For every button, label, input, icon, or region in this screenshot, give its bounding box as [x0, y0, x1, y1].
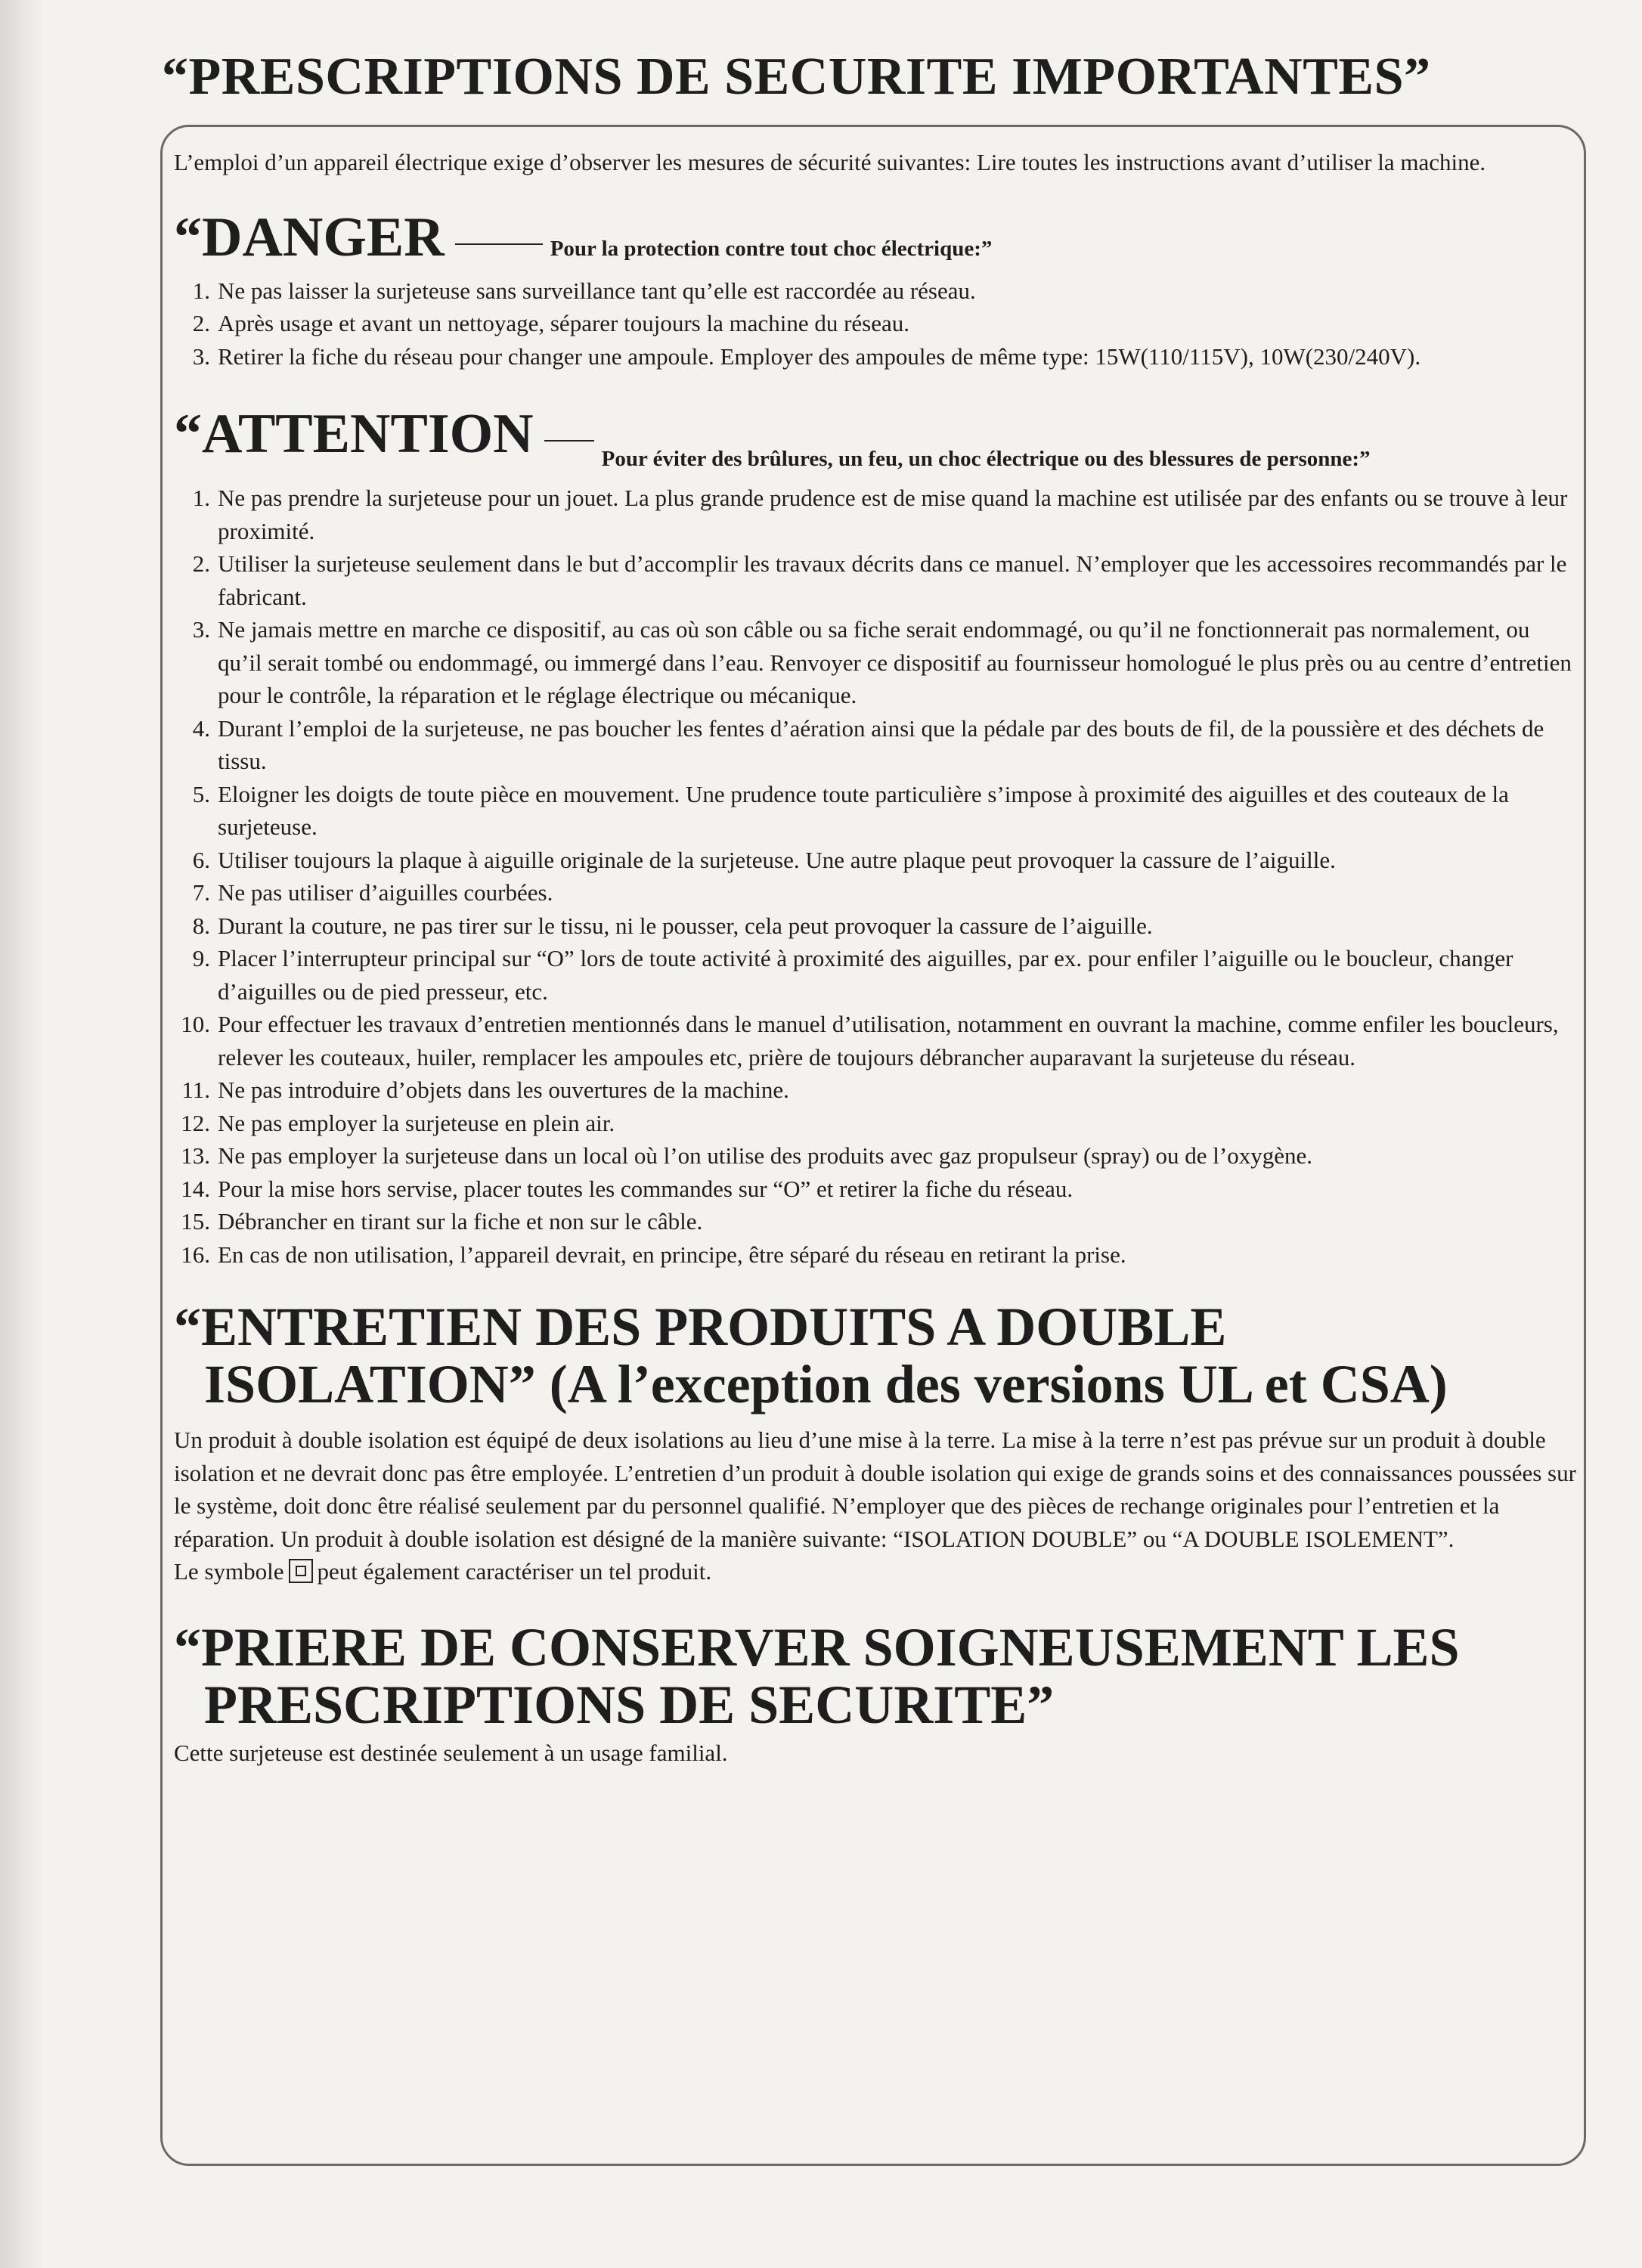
list-item: 4. Durant l’emploi de la surjeteuse, ne pas boucher les fentes d’aération ainsi que la pédale par des bouts de fil, de la poussière et des déchets de tissu. — [192, 714, 1544, 774]
attention-heading — [174, 401, 1577, 471]
list-item: 8. Durant la couture, ne pas tirer sur le tissu, ni le pousser, cela peut provoquer la cassure de l’aiguille. — [192, 912, 1153, 939]
list-item: 6. Utiliser toujours la plaque à aiguille originale de la surjeteuse. Une autre plaque peut provoquer la cassure de l’aiguille. — [192, 846, 1336, 873]
heading-dash — [544, 440, 594, 442]
list-item: 12. Ne pas employer la surjeteuse en plein air. — [181, 1109, 615, 1136]
conserver-heading — [174, 1616, 1577, 1735]
list-item: 10. Pour effectuer les travaux d’entretien mentionnés dans le manuel d’utilisation, notamment en ouvrant la machine, comme enfiler les boucleurs, relever les couteaux, huiler, remplacer les ampoules etc, prière de toujours débrancher auparavant la surjeteuse du réseau. — [181, 1011, 1559, 1070]
list-item: 14. Pour la mise hors servise, placer toutes les commandes sur “O” et retirer la fiche du réseau. — [181, 1175, 1073, 1202]
intro-text: L’emploi d’un appareil électrique exige d’observer les mesures de sécurité suivantes: Lire toutes les instructions avant d’utiliser la machine. — [174, 149, 1486, 175]
entretien-heading-line1: “ENTRETIEN DES PRODUITS A DOUBLE — [174, 1297, 1227, 1357]
danger-heading — [174, 205, 1577, 270]
conserver-body: Cette surjeteuse est destinée seulement à un usage familial. — [174, 1739, 728, 1766]
conserver-heading-line1: “PRIERE DE CONSERVER SOIGNEUSEMENT LES — [174, 1616, 1460, 1678]
attention-title: “ATTENTION — [174, 403, 534, 465]
entretien-body: Un produit à double isolation est équipé de deux isolations au lieu d’une mise à la terre. La mise à la terre n’est pas prévue sur un produit à double isolation et ne devrait donc pas être employée. L’entretien d’un produit à double isolation qui exige de grands soins et des connaissances poussées sur le système, doit donc être réalisé seulement par du personnel qualifié. N’employer que des pièces de rechange originales pour l’entretien et la réparation. Un produit à double isolation est désigné de la manière suivante: “ISOLATION DOUBLE” ou “A DOUBLE ISOLEMENT”. — [174, 1427, 1576, 1552]
list-item: 7. Ne pas utiliser d’aiguilles courbées. — [192, 879, 553, 906]
entretien-heading — [174, 1298, 1577, 1413]
list-item: 1. Ne pas prendre la surjeteuse pour un jouet. La plus grande prudence est de mise quand la machine est utilisée par des enfants ou se trouve à leur proximité. — [192, 485, 1568, 544]
entretien-heading-line2: ISOLATION” (A l’exception des versions UL et CSA) — [204, 1354, 1448, 1414]
danger-title: “DANGER — [174, 206, 445, 268]
list-item: 2. Après usage et avant un nettoyage, séparer toujours la machine du réseau. — [192, 310, 910, 336]
list-item: 2. Utiliser la surjeteuse seulement dans le but d’accomplir les travaux décrits dans ce manuel. N’employer que les accessoires recommandés par le fabricant. — [192, 550, 1567, 610]
page-binding-edge — [0, 0, 44, 2268]
danger-subtitle: Pour la protection contre tout choc électrique:” — [550, 236, 993, 261]
heading-dash — [455, 243, 543, 245]
list-item: 9. Placer l’interrupteur principal sur “O” lors de toute activité à proximité des aiguilles, par ex. pour enfiler l’aiguille ou le boucleur, changer d’aiguilles ou de pied presseur, etc. — [192, 945, 1513, 1005]
attention-list — [174, 482, 1577, 1271]
list-item: 3. Ne jamais mettre en marche ce dispositif, au cas où son câble ou sa fiche serait endommagé, ou qu’il ne fonctionnerait pas normalement, ou qu’il serait tombé ou endommagé, ou immergé dans l’eau. Renvoyer ce dispositif au fournisseur homologué le plus près ou au centre d’entretien pour le contrôle, la réparation et le réglage électrique ou mécanique. — [192, 616, 1572, 708]
page-title: “PRESCRIPTIONS DE SECURITE IMPORTANTES” — [162, 48, 1431, 106]
symbol-line: Le symbole peut également caractériser un tel produit. — [174, 1558, 712, 1585]
list-item: 13. Ne pas employer la surjeteuse dans un local où l’on utilise des produits avec gaz propulseur (spray) ou de l’oxygène. — [181, 1142, 1312, 1169]
list-item: 5. Eloigner les doigts de toute pièce en mouvement. Une prudence toute particulière s’impose à proximité des aiguilles et des couteaux de la surjeteuse. — [192, 780, 1509, 840]
double-square-icon — [289, 1559, 313, 1583]
conserver-heading-line2: PRESCRIPTIONS DE SECURITE” — [204, 1674, 1055, 1735]
list-item: 16. En cas de non utilisation, l’appareil devrait, en principe, être séparé du réseau en retirant la prise. — [181, 1241, 1126, 1268]
list-item: 1. Ne pas laisser la surjeteuse sans surveillance tant qu’elle est raccordée au réseau. — [192, 277, 976, 304]
attention-subtitle: Pour éviter des brûlures, un feu, un choc électrique ou des blessures de personne:” — [601, 447, 1371, 471]
content — [174, 146, 1577, 1769]
list-item: 3. Retirer la fiche du réseau pour changer une ampoule. Employer des ampoules de même type: 15W(110/115V), 10W(230/240V). — [192, 342, 1421, 370]
list-item: 11. Ne pas introduire d’objets dans les ouvertures de la machine. — [181, 1077, 789, 1103]
danger-list — [174, 274, 1577, 373]
list-item: 15. Débrancher en tirant sur la fiche et non sur le câble. — [181, 1208, 703, 1235]
